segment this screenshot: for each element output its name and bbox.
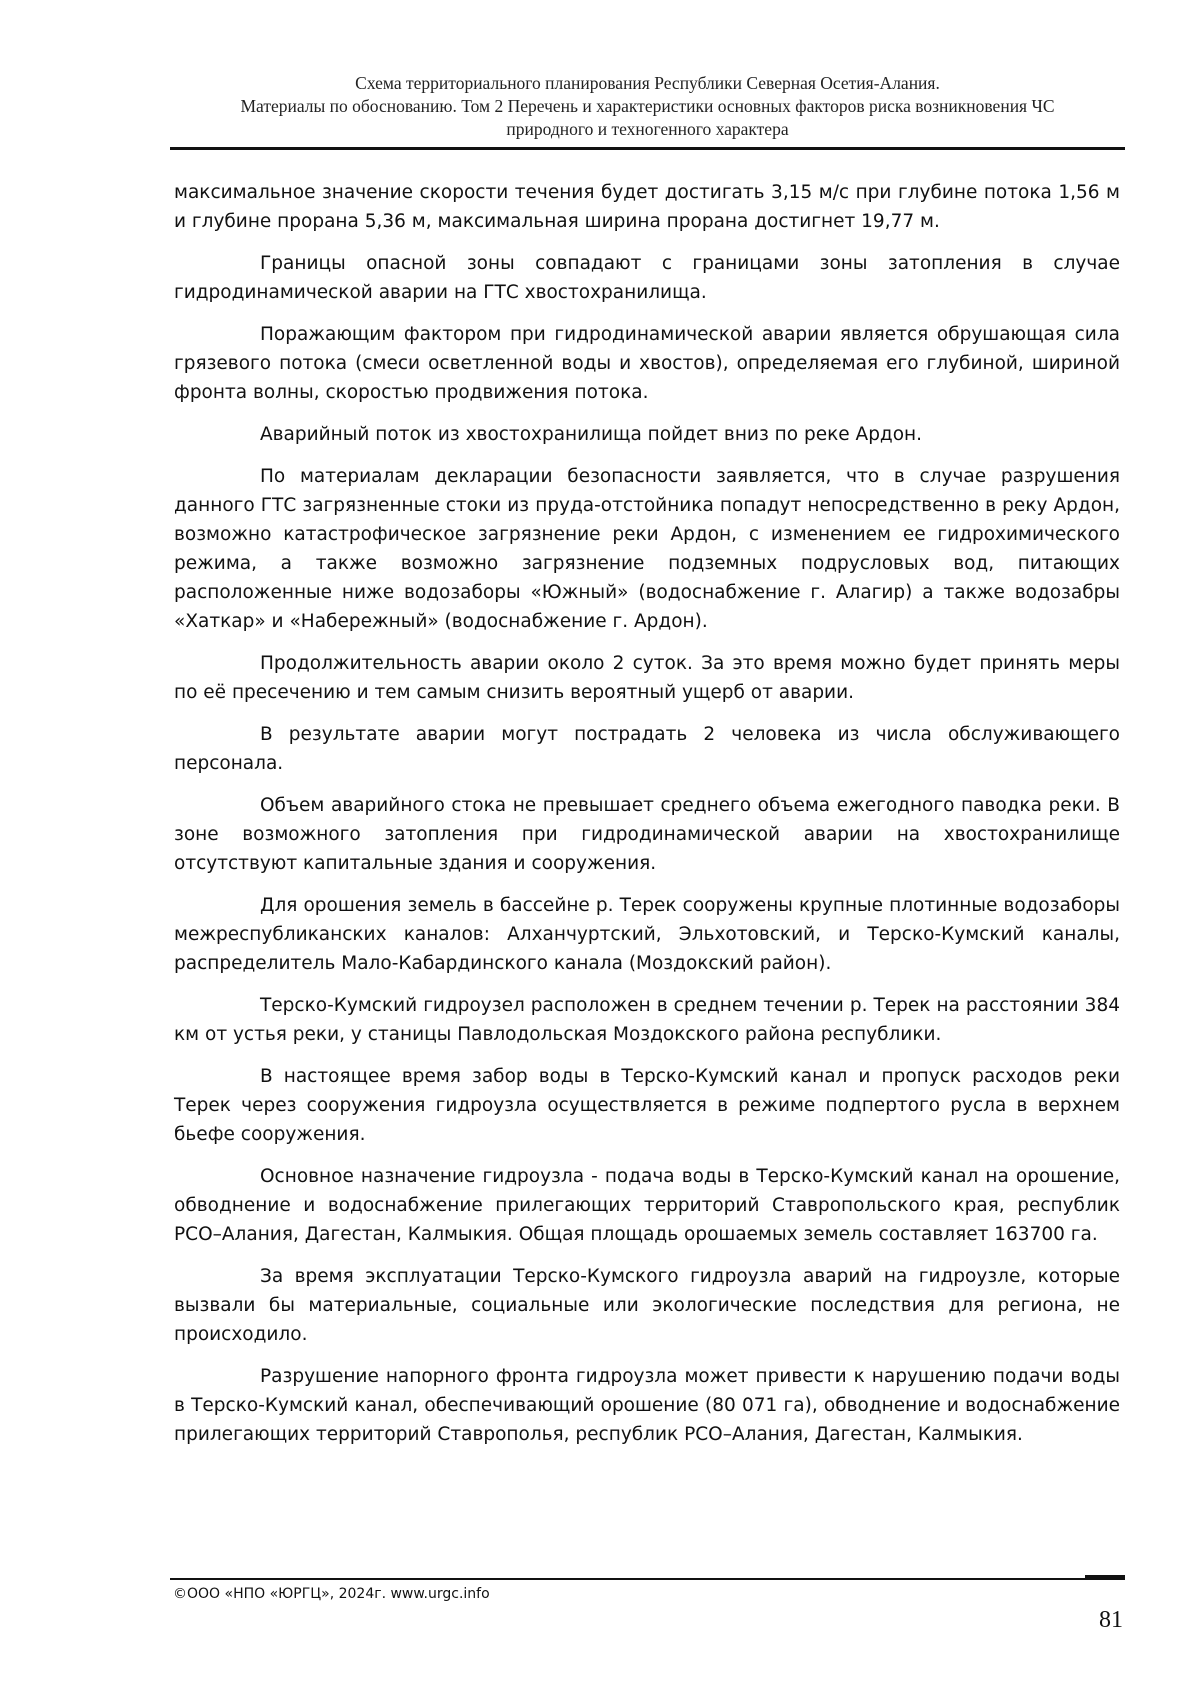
page-number: 81 bbox=[1099, 1607, 1123, 1633]
paragraph: Аварийный поток из хвостохранилища пойдет вниз по реке Ардон. bbox=[260, 424, 923, 445]
page-header bbox=[170, 72, 1125, 141]
paragraph: В настоящее время забор воды в Терско-Кумский канал и пропуск расходов реки Терек через сооружения гидроузла осуществляется в режиме подпертого русла в верхнем бьефе сооружения. bbox=[174, 1066, 1120, 1145]
paragraph: Поражающим фактором при гидродинамической аварии является обрушающая сила грязевого потока (смеси осветленной воды и хвостов), определяемая его глубиной, шириной фронта волны, скоростью продвижения потока. bbox=[174, 324, 1120, 403]
paragraph: Продолжительность аварии около 2 суток. За это время можно будет принять меры по её пресечению и тем самым снизить вероятный ущерб от аварии. bbox=[174, 653, 1120, 703]
header-line-1: Схема территориального планирования Республики Северная Осетия-Алания. bbox=[355, 73, 940, 93]
paragraph: Основное назначение гидроузла - подача воды в Терско-Кумский канал на орошение, обводнение и водоснабжение прилегающих территорий Ставропольского края, республик РСО–Алания, Дагестан, Калмыкия. Общая площадь орошаемых земель составляет 163700 га. bbox=[174, 1166, 1120, 1245]
header-divider bbox=[170, 147, 1125, 150]
header-line-2: Материалы по обоснованию. Том 2 Перечень и характеристики основных факторов риска возникновения ЧС bbox=[240, 96, 1055, 116]
footer-copyright: ©ООО «НПО «ЮРГЦ», 2024г. www.urgc.info bbox=[173, 1586, 490, 1602]
paragraph: Границы опасной зоны совпадают с границами зоны затопления в случае гидродинамической аварии на ГТС хвостохранилища. bbox=[174, 253, 1120, 303]
paragraph: Терско-Кумский гидроузел расположен в среднем течении р. Терек на расстоянии 384 км от устья реки, у станицы Павлодольская Моздокского района республики. bbox=[174, 995, 1120, 1045]
paragraph-continuation: максимальное значение скорости течения будет достигать 3,15 м/с при глубине потока 1,56 м и глубине прорана 5,36 м, максимальная ширина прорана достигнет 19,77 м. bbox=[174, 182, 1120, 232]
footer-divider bbox=[170, 1578, 1125, 1580]
paragraph: Объем аварийного стока не превышает среднего объема ежегодного паводка реки. В зоне возможного затопления при гидродинамической аварии на хвостохранилище отсутствуют капитальные здания и сооружения. bbox=[174, 795, 1120, 874]
footer-divider-accent bbox=[1085, 1575, 1125, 1579]
document-body bbox=[174, 178, 1120, 1462]
paragraph: Для орошения земель в бассейне р. Терек сооружены крупные плотинные водозаборы межреспубликанских каналов: Алханчуртский, Эльхотовский, и Терско-Кумский каналы, распределитель Мало-Кабардинского канала (Моздокский район). bbox=[174, 895, 1120, 974]
header-line-3: природного и техногенного характера bbox=[506, 119, 789, 139]
paragraph: За время эксплуатации Терско-Кумского гидроузла аварий на гидроузле, которые вызвали бы материальные, социальные или экологические последствия для региона, не происходило. bbox=[174, 1266, 1120, 1345]
paragraph: Разрушение напорного фронта гидроузла может привести к нарушению подачи воды в Терско-Кумский канал, обеспечивающий орошение (80 071 га), обводнение и водоснабжение прилегающих территорий Ставрополья, республик РСО–Алания, Дагестан, Калмыкия. bbox=[174, 1366, 1120, 1445]
paragraph: По материалам декларации безопасности заявляется, что в случае разрушения данного ГТС загрязненные стоки из пруда-отстойника попадут непосредственно в реку Ардон, возможно катастрофическое загрязнение реки Ардон, с изменением ее гидрохимического режима, а также возможно загрязнение подземных подрусловых вод, питающих расположенные ниже водозаборы «Южный» (водоснабжение г. Алагир) а также водозабры «Хаткар» и «Набережный» (водоснабжение г. Ардон). bbox=[174, 466, 1120, 632]
paragraph: В результате аварии могут пострадать 2 человека из числа обслуживающего персонала. bbox=[174, 724, 1120, 774]
